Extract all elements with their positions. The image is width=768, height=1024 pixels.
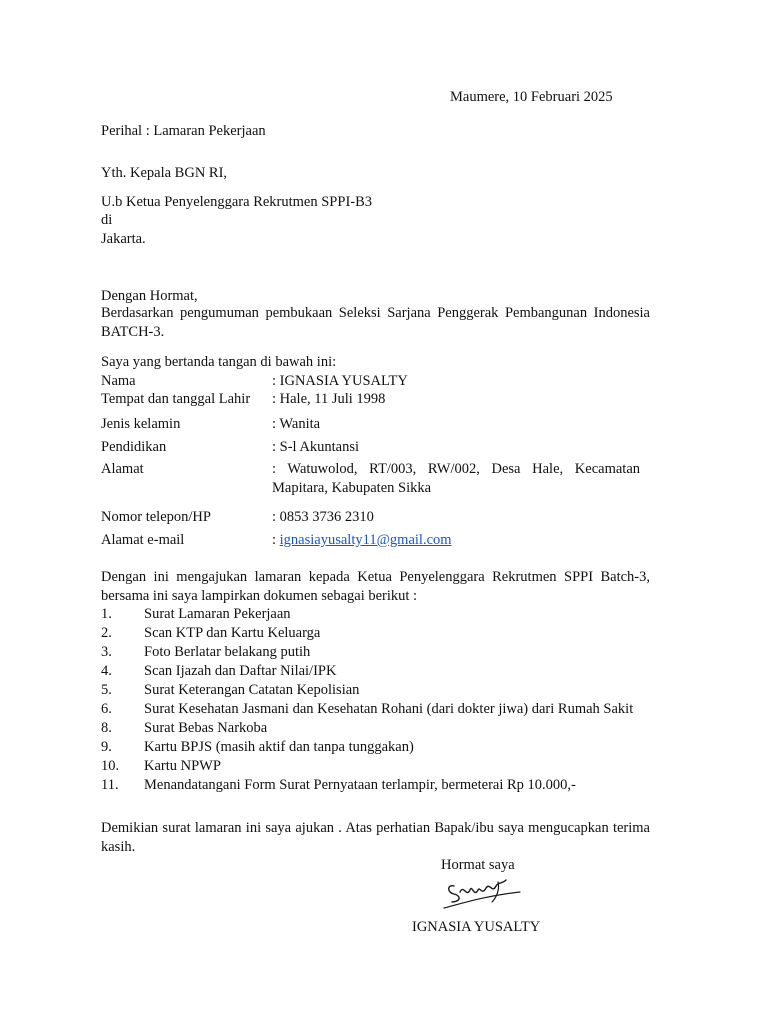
list-text: Surat Keterangan Catatan Kepolisian <box>144 682 360 698</box>
greeting: Dengan Hormat, <box>101 288 198 304</box>
identity-value-address: : Watuwolod, RT/003, RW/002, Desa Hale, Kecamatan Mapitara, Kabupaten Sikka <box>272 461 640 496</box>
identity-label-address: Alamat <box>101 461 144 477</box>
identity-label-phone: Nomor telepon/HP <box>101 509 211 525</box>
list-text: Kartu BPJS (masih aktif dan tanpa tunggakan) <box>144 739 414 755</box>
list-text: Surat Kesehatan Jasmani dan Kesehatan Rohani (dari dokter jiwa) dari Rumah Sakit <box>144 701 634 717</box>
recipient-line-2: U.b Ketua Penyelenggara Rekrutmen SPPI-B3 <box>101 194 373 210</box>
list-item <box>101 719 650 738</box>
list-text: Kartu NPWP <box>144 758 221 774</box>
date-line: Maumere, 10 Februari 2025 <box>450 89 613 105</box>
identity-value-education: : S-l Akuntansi <box>272 439 360 455</box>
identity-label-ttl: Tempat dan tanggal Lahir <box>101 391 251 407</box>
identity-value-phone: : 0853 3736 2310 <box>272 509 374 525</box>
attachment-list <box>101 605 650 795</box>
list-number: 8. <box>101 720 112 736</box>
identity-label-email: Alamat e-mail <box>101 532 185 548</box>
intro-paragraph: Berdasarkan pengumuman pembukaan Seleksi Sarjana Penggerak Pembangunan Indonesia BATCH-3. <box>101 305 650 340</box>
closing-paragraph: Demikian surat lamaran ini saya ajukan . Atas perhatian Bapak/ibu saya mengucapkan terima kasih. <box>101 820 650 855</box>
identity-value-gender: : Wanita <box>272 416 321 432</box>
list-number: 10. <box>101 758 120 774</box>
list-number: 11. <box>101 777 119 793</box>
list-item <box>101 662 650 681</box>
list-number: 5. <box>101 682 112 698</box>
list-item <box>101 700 650 719</box>
identity-label-nama: Nama <box>101 373 136 389</box>
identity-value-email-colon: : <box>272 532 277 548</box>
identity-value-ttl: : Hale, 11 Juli 1998 <box>272 391 386 407</box>
identity-label-gender: Jenis kelamin <box>101 416 181 432</box>
list-number: 1. <box>101 606 112 622</box>
list-item <box>101 738 650 757</box>
list-item <box>101 605 650 624</box>
list-number: 6. <box>101 701 112 717</box>
submission-paragraph: Dengan ini mengajukan lamaran kepada Ketua Penyelenggara Rekrutmen SPPI Batch-3, bersama ini saya lampirkan dokumen sebagai berikut : <box>101 569 650 604</box>
signature-image <box>440 872 530 916</box>
list-number: 2. <box>101 625 112 641</box>
list-number: 9. <box>101 739 112 755</box>
list-text: Foto Berlatar belakang putih <box>144 644 311 660</box>
subject-line: Perihal : Lamaran Pekerjaan <box>101 123 266 139</box>
recipient-line-4: Jakarta. <box>101 231 146 247</box>
list-number: 4. <box>101 663 112 679</box>
identity-value-nama: : IGNASIA YUSALTY <box>272 373 408 389</box>
list-item <box>101 776 650 795</box>
list-item <box>101 624 650 643</box>
declaration-line: Saya yang bertanda tangan di bawah ini: <box>101 354 337 370</box>
list-text: Scan KTP dan Kartu Keluarga <box>144 625 321 641</box>
list-text: Scan Ijazah dan Daftar Nilai/IPK <box>144 663 337 679</box>
list-text: Menandatangani Form Surat Pernyataan terlampir, bermeterai Rp 10.000,- <box>144 777 576 793</box>
sign-off: Hormat saya <box>441 857 515 873</box>
identity-label-education: Pendidikan <box>101 439 167 455</box>
signer-name: IGNASIA YUSALTY <box>412 919 541 935</box>
list-text: Surat Lamaran Pekerjaan <box>144 606 291 622</box>
list-number: 3. <box>101 644 112 660</box>
recipient-line-1: Yth. Kepala BGN RI, <box>101 165 228 181</box>
list-item <box>101 643 650 662</box>
identity-value-email-wrap <box>272 531 452 549</box>
list-item <box>101 757 650 776</box>
list-item <box>101 681 650 700</box>
email-link[interactable]: ignasiayusalty11@gmail.com <box>279 532 452 548</box>
recipient-line-3: di <box>101 212 113 228</box>
list-text: Surat Bebas Narkoba <box>144 720 268 736</box>
